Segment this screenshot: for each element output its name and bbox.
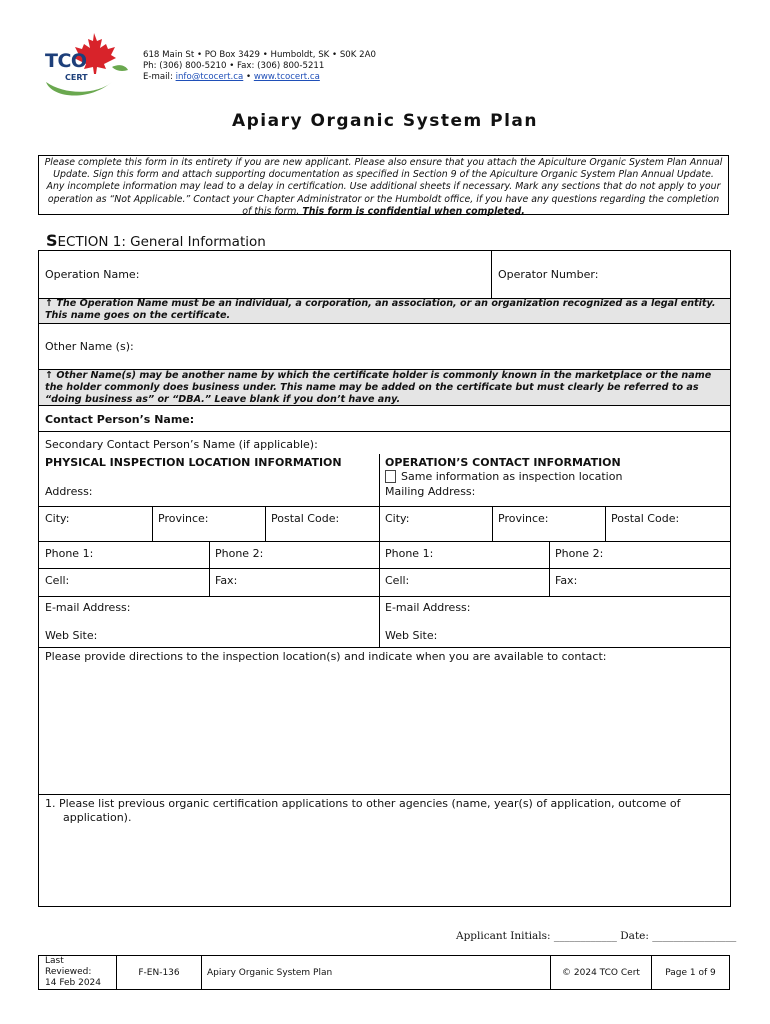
secondary-contact-field[interactable]: Secondary Contact Person’s Name (if applicable): [45, 438, 318, 451]
page-title: Apiary Organic System Plan [231, 111, 538, 131]
mailing-postal-code-field[interactable]: Postal Code: [611, 512, 680, 525]
mailing-website-field[interactable]: Web Site: [385, 629, 438, 642]
previous-certifications-question-cont: application). [63, 811, 132, 824]
mailing-fax-field[interactable]: Fax: [555, 574, 578, 587]
previous-certifications-question[interactable]: 1. Please list previous organic certification applications to other agencies (name, year(s) of application, outcome of [45, 797, 681, 810]
instructions-box [38, 155, 729, 215]
physical-website-field[interactable]: Web Site: [45, 629, 98, 642]
email-link[interactable]: info@tcocert.ca [175, 72, 244, 82]
copyright: © 2024 TCO Cert [562, 967, 640, 978]
footer-doc-title: Apiary Organic System Plan [207, 967, 333, 978]
mailing-cell-field[interactable]: Cell: [385, 574, 410, 587]
address-line: 618 Main St • PO Box 3429 • Humboldt, SK • S0K 2A0 [143, 50, 376, 60]
section-first-letter: S [46, 231, 58, 250]
mailing-phone1-field[interactable]: Phone 1: [385, 547, 434, 560]
mailing-city-field[interactable]: City: [385, 512, 410, 525]
address-field[interactable]: Address: [45, 485, 93, 498]
page-footer [38, 955, 730, 990]
logo-subtext: CERT [65, 73, 88, 82]
last-reviewed-cell [45, 956, 115, 989]
physical-postal-code-field[interactable]: Postal Code: [271, 512, 340, 525]
email-prefix: E-mail: [143, 72, 176, 82]
physical-phone1-field[interactable]: Phone 1: [45, 547, 94, 560]
contact-person-field[interactable]: Contact Person’s Name: [45, 413, 195, 426]
section-heading [46, 231, 266, 250]
physical-phone2-field[interactable]: Phone 2: [215, 547, 264, 560]
reviewed-date: 14 Feb 2024 [45, 978, 102, 988]
same-info-label: Same information as inspection location [401, 470, 623, 483]
other-names-note: ↑ Other Name(s) may be another name by which the certificate holder is commonly known in the marketplace or the name the holder commonly does business under. This name may be added on the certificate but must clearly be referred to as “doing business as” or “DBA.” Leave blank if you don’t have any. [45, 370, 712, 405]
operation-name-note: ↑ The Operation Name must be an individual, a corporation, an association, or an organization recognized as a legal entity. This name goes on the certificate. [45, 298, 716, 321]
email-line [143, 72, 376, 83]
mailing-email-field[interactable]: E-mail Address: [385, 601, 471, 614]
phone-line: Ph: (306) 800-5210 • Fax: (306) 800-5211 [143, 61, 325, 71]
confidential-note: This form is confidential when completed. [302, 205, 525, 217]
physical-fax-field[interactable]: Fax: [215, 574, 238, 587]
other-names-field[interactable]: Other Name (s): [45, 340, 134, 353]
separator: • [243, 72, 254, 82]
physical-city-field[interactable]: City: [45, 512, 70, 525]
applicant-initials-date-line[interactable]: Applicant Initials: ____________ Date: ________________ [456, 930, 737, 942]
physical-email-field[interactable]: E-mail Address: [45, 601, 131, 614]
physical-cell-field[interactable]: Cell: [45, 574, 70, 587]
logo-text: TCO [45, 50, 87, 72]
general-information-form [38, 250, 731, 907]
directions-field[interactable]: Please provide directions to the inspection location(s) and indicate when you are available to contact: [45, 650, 607, 663]
last-reviewed-label: Last [45, 956, 64, 966]
operation-contact-heading: OPERATION’S CONTACT INFORMATION [385, 456, 621, 469]
website-link[interactable]: www.tcocert.ca [253, 72, 320, 82]
reviewed-label: Reviewed: [45, 967, 92, 977]
form-code: F-EN-136 [138, 967, 180, 978]
physical-location-heading: PHYSICAL INSPECTION LOCATION INFORMATION [45, 456, 342, 469]
operator-number-field[interactable]: Operator Number: [498, 268, 599, 281]
instructions-text: Please complete this form in its entirety if you are new applicant. Please also ensure that you attach the Apiculture Organic System Plan Annual Update. Sign this form and attach supporting documentation as specified in Section 9 of the Apiculture Organic System Plan Annual Update. Any incomplete information may lead to a delay in certification. Use additional sheets if necessary. Mark any sections that do not apply to your operation as “Not Applicable.” Contact your Chapter Administrator or the Humboldt office, if you have any questions regarding the completion of this form. [44, 157, 723, 217]
tco-cert-logo [40, 30, 136, 100]
mailing-province-field[interactable]: Province: [498, 512, 549, 525]
operation-name-field[interactable]: Operation Name: [45, 268, 140, 281]
letterhead-contact [143, 50, 376, 83]
mailing-phone2-field[interactable]: Phone 2: [555, 547, 604, 560]
mailing-address-field[interactable]: Mailing Address: [385, 485, 476, 498]
physical-province-field[interactable]: Province: [158, 512, 209, 525]
section-heading-text: ECTION 1: General Information [57, 234, 266, 250]
same-info-checkbox[interactable] [385, 470, 396, 483]
page-number: Page 1 of 9 [665, 967, 716, 978]
